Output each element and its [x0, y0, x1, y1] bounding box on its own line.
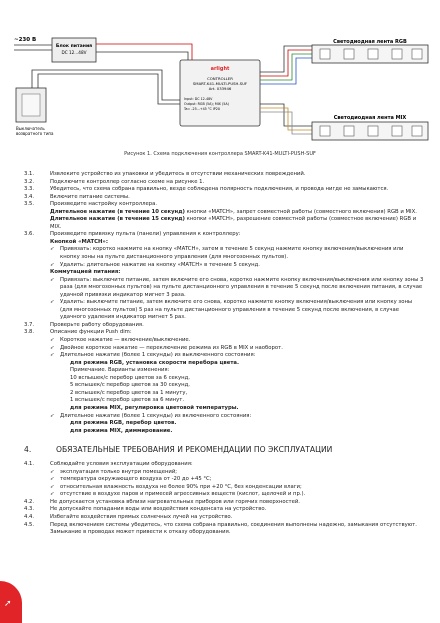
arrow-icon: ➶ — [50, 276, 55, 283]
strip-rgb-title: Светодиодная лента RGB — [333, 39, 407, 45]
figure-caption: Рисунок 1. Схема подключения контроллера SMART-K41-MULTI-PUSH-SUF — [124, 151, 316, 157]
section-heading: 4. ОБЯЗАТЕЛЬНЫЕ ТРЕБОВАНИЯ И РЕКОМЕНДАЦИИ ПО ЭКСПЛУАТАЦИИ — [24, 445, 333, 455]
bullet-item: ➶ Привязать: коротко нажмите на кнопку «MATCH», затем в течение 5 секунд нажмите кнопку включения/выключения или кнопку зоны на пульте дистанционного управления (для многозонных пультов). — [50, 246, 404, 261]
mix-temp-line: для режима MIX, регулировка цветовой температуры. — [70, 404, 239, 411]
brand-corner-logo — [0, 581, 22, 623]
bullet-item: ➶ Длительное нажатие (более 1 секунды) из включенного состояния: — [50, 412, 252, 419]
rgb-speed-line: для режима RGB, установка скорости перебора цвета. — [70, 359, 240, 366]
bullet-item: ➶ отсутствие в воздухе паров и примесей агрессивных веществ (кислот, щелочей и пр.). — [50, 491, 306, 498]
arrow-icon: ➶ — [50, 261, 55, 268]
step-item: 4.5. Перед включением системы убедитесь, что схема собрана правильно, соединения выполнены надежно, замыкания отсутствуют. Замыкание в проводах может привести к отказу оборудования. — [24, 521, 417, 536]
arrow-icon: ➶ — [50, 246, 55, 253]
match-10s-note: Длительное нажатие (в течение 10 секунд) кнопки «MATCH», запрет совместной работы (совместного включения) RGB и MIX. — [50, 208, 417, 215]
match-15s-note: Длительное нажатие (в течение 15 секунд) кнопки «MATCH», разрешение совместной работы (совместное включение) RGB и MIX. — [50, 216, 417, 230]
brand-logo: arlight — [210, 66, 230, 72]
bullet-item: ➶ температура окружающего воздуха от -20 до +45 °С; — [50, 476, 212, 483]
step-item: 3.7. Проверьте работу оборудования. — [24, 321, 144, 328]
step-item: 3.1. Извлеките устройство из упаковки и убедитесь в отсутствии механических повреждений. — [24, 171, 306, 177]
step-item: 3.4. Включите питание системы. — [24, 193, 130, 200]
subheading-match: Кнопкой «MATCH»: — [50, 238, 108, 245]
arrow-icon: ➶ — [50, 491, 55, 498]
bullet-item: ➶ эксплуатация только внутри помещений; — [50, 468, 178, 475]
bullet-item: ➶ Двойное короткое нажатие — переключение режима из RGB в MIX и наоборот. — [50, 344, 283, 351]
step-item: 3.3. Убедитесь, что схема собрана правильно, везде соблюдена полярность подключения, и провода нигде не замыкаются. — [24, 186, 389, 193]
arrow-icon: ➶ — [50, 483, 55, 490]
step-item: 3.2. Подключите контроллер согласно схеме на рисунке 1. — [24, 178, 205, 185]
controller-spec: Ta= -25...+45 °C IP20 — [184, 107, 220, 111]
variant-line: 5 вспышек/с перебор цветов за 30 секунд, — [70, 382, 190, 389]
psu-title: Блок питания — [55, 44, 93, 49]
step-item: 4.3. Не допускайте попадания воды или воздействия конденсата на устройство. — [24, 506, 267, 513]
bullet-item: ➶ Длительное нажатие (более 1 секунды) из выключенного состояния: — [50, 352, 256, 359]
subheading-power: Коммутацией питания: — [50, 269, 121, 276]
step-item: 4.2. Не допускается установка вблизи нагревательных приборов или горячих поверхностей. — [24, 498, 300, 505]
variant-line: 2 вспышек/с перебор цветов за 1 минуту, — [70, 389, 188, 396]
bullet-item: ➶ относительная влажность воздуха не более 90% при +20 °С, без конденсации влаги; — [50, 483, 302, 490]
controller-line: CONTROLLER — [207, 76, 233, 81]
arrow-icon: ➶ — [50, 412, 55, 419]
arrow-icon: ➶ — [50, 344, 55, 351]
psu-voltage: DC 12...48V — [61, 50, 87, 55]
bullet-item: ➶ Удалить: длительное нажатие на кнопку «MATCH» в течение 5 секунд. — [50, 261, 260, 268]
arrow-icon: ➶ — [50, 352, 55, 359]
step-item: 3.5. Произведите настройку контроллера. — [24, 201, 158, 208]
arrow-logo-icon: ➚ — [4, 599, 12, 609]
arrow-icon: ➶ — [50, 476, 55, 483]
strip-mix-title: Светодиодная лента MIX — [333, 115, 407, 121]
arrow-icon: ➶ — [50, 299, 55, 306]
instructions-body — [24, 171, 424, 537]
switch-label-line1: Выключатель — [16, 126, 45, 131]
step-item: 3.6. Произведите привязку пульта (панели) управления к контроллеру: — [24, 231, 241, 238]
rgb-mode-line: для режима RGB, перебор цветов. — [70, 420, 177, 427]
controller-spec: Input: DC 12-48V — [184, 97, 213, 101]
variant-line: 10 вспышек/с перебор цветов за 6 секунд, — [70, 374, 190, 381]
variant-line: 1 вспышек/с перебор цветов за 6 минут. — [70, 397, 185, 404]
arrow-icon: ➶ — [50, 337, 55, 344]
arrow-icon: ➶ — [50, 468, 55, 475]
controller-line: Art. 033946 — [208, 86, 232, 91]
controller-line: SMART-K41-MULTI-PUSH-SUF — [192, 81, 248, 86]
bullet-item: ➶ Привязать: выключите питание, затем включите его снова, коротко нажмите кнопку включения/выключения или кнопку зоны 3 раза (для многозонных пультов) на пульте дистанционного управления в течение 5 секунд после включения питания, в случае удачной привязки индикатор мигнет 3 раза. — [50, 276, 424, 298]
switch-label-line2: возвратного типа — [16, 131, 54, 136]
step-item: 3.8. Описание функции Push dim: — [24, 329, 132, 336]
note-line: Примечание. Варианты изменения: — [70, 367, 170, 374]
mix-mode-line: для режима MIX, диммирование. — [70, 427, 173, 434]
power-label: ~230 В — [14, 37, 37, 43]
step-item: 4.1. Соблюдайте условия эксплуатации оборудования: — [24, 461, 193, 468]
bullet-item: ➶ Удалить: выключите питание, затем включите его снова, коротко нажмите кнопку включения/выключения или кнопку зоны (для многозонных пультов) 5 раз на пульте дистанционного управления в течение 5 секунд после включения, в случае удачного удаления индикатор мигнет 5 раз. — [50, 299, 413, 321]
step-item: 4.4. Избегайте воздействия прямых солнечных лучей на устройство. — [24, 513, 233, 520]
controller-spec: Output: RGB (5A); MIX (5A) — [184, 102, 229, 106]
connection-diagram — [12, 30, 436, 170]
bullet-item: ➶ Короткое нажатие — включение/выключение. — [50, 337, 191, 344]
